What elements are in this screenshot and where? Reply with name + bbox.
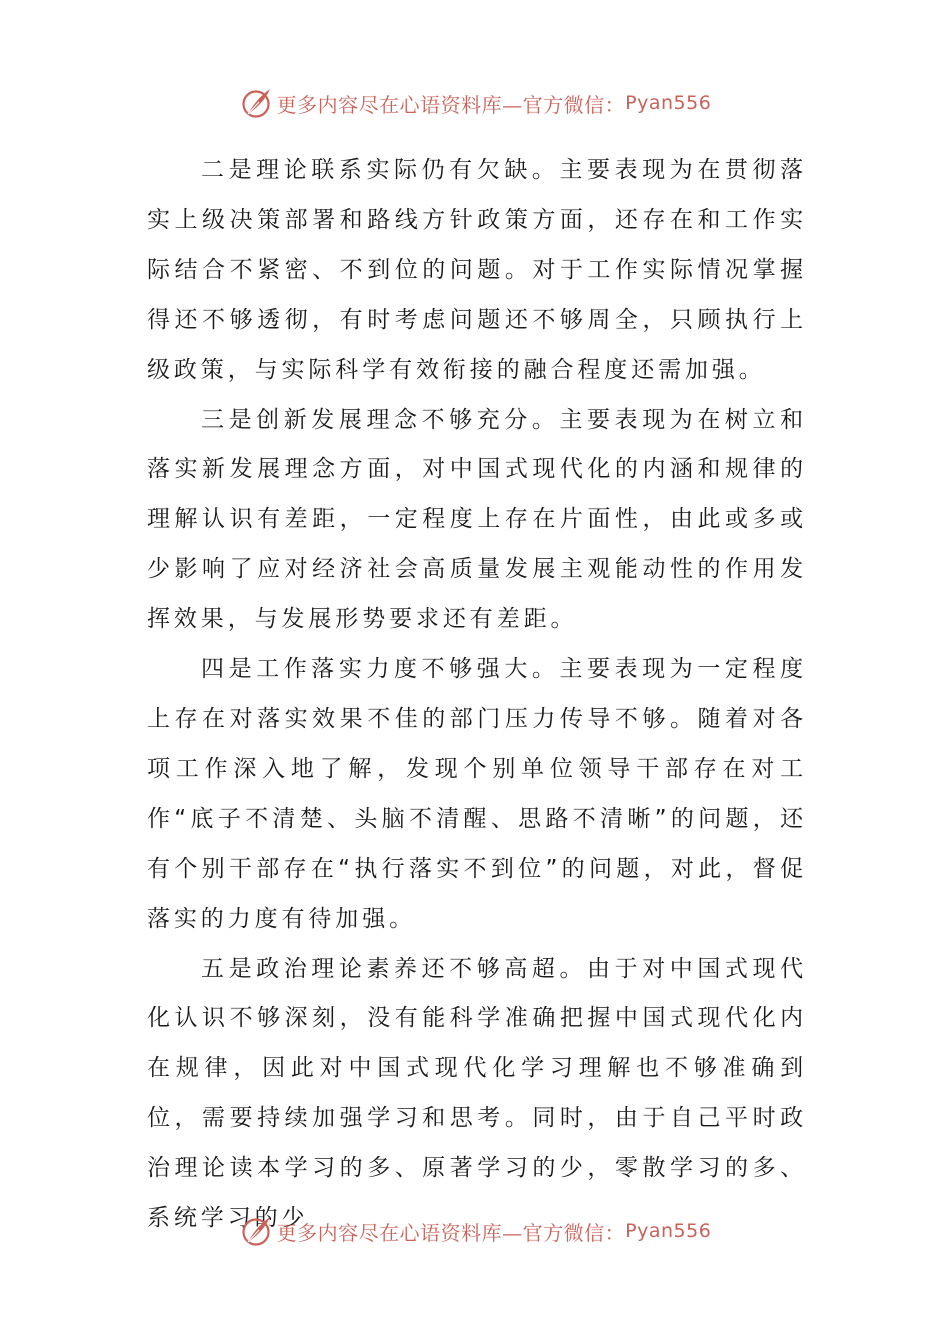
quill-pen-logo-icon bbox=[239, 1213, 275, 1249]
banner-text: 更多内容尽在心语资料库—官方微信： bbox=[276, 92, 626, 117]
paragraph-2: 二是理论联系实际仍有欠缺。主要表现为在贯彻落实上级决策部署和路线方针政策方面，还存在和工作实际结合不紧密、不到位的问题。对于工作实际情况掌握得还不够透彻，有时考虑问题还不够周全，只顾执行上级政策，与实际科学有效衔接的融合程度还需加强。 bbox=[147, 157, 807, 383]
header-watermark-banner bbox=[0, 83, 950, 123]
quill-pen-logo-icon bbox=[239, 85, 275, 121]
paragraph-3: 三是创新发展理念不够充分。主要表现为在树立和落实新发展理念方面，对中国式现代化的内涵和规律的理解认识有差距，一定程度上存在片面性，由此或多或少影响了应对经济社会高质量发展主观能动性的作用发挥效果，与发展形势要求还有差距。 bbox=[147, 406, 807, 633]
footer-watermark-banner bbox=[0, 1211, 950, 1251]
paragraph-5: 五是政治理论素养还不够高超。由于对中国式现代化认识不够深刻，没有能科学准确把握中国式现代化内在规律，因此对中国式现代化学习理解也不够准确到位，需要持续加强学习和思考。同时，由于自己平时政治理论读本学习的多、原著学习的少，零散学习的多、系统学习的少 bbox=[147, 955, 807, 1232]
paragraph-4: 四是工作落实力度不够强大。主要表现为一定程度上存在对落实效果不佳的部门压力传导不够。随着对各项工作深入地了解，发现个别单位领导干部存在对工作“底子不清楚、头脑不清醒、思路不清晰”的问题，还有个别干部存在“执行落实不到位”的问题，对此，督促落实的力度有待加强。 bbox=[147, 656, 807, 932]
wechat-id: Pyan556 bbox=[625, 92, 712, 114]
banner-text: 更多内容尽在心语资料库—官方微信： bbox=[276, 1220, 626, 1245]
wechat-id: Pyan556 bbox=[625, 1220, 712, 1242]
document-body bbox=[147, 146, 807, 1244]
